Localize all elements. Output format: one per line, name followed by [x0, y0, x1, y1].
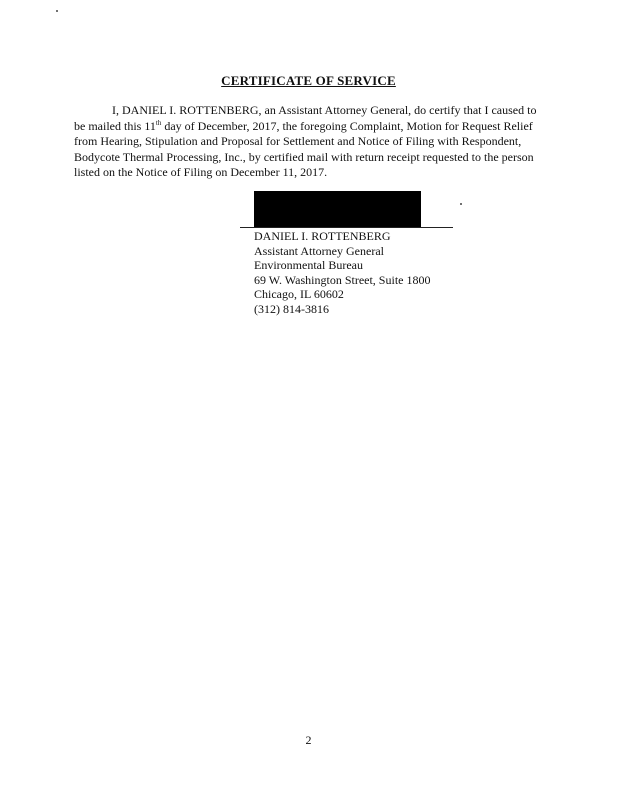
body-line-2	[74, 119, 544, 135]
certificate-title: CERTIFICATE OF SERVICE	[221, 73, 396, 88]
scan-speck	[460, 203, 462, 205]
body-line-2-prefix: be mailed this 11	[74, 118, 156, 133]
signer-bureau: Environmental Bureau	[254, 258, 363, 272]
signature-redaction	[254, 191, 421, 227]
signer-name: DANIEL I. ROTTENBERG	[254, 229, 391, 243]
certificate-body	[74, 103, 544, 181]
signer-phone: (312) 814-3816	[254, 301, 329, 316]
ordinal-suffix: th	[155, 118, 162, 127]
signer-city: Chicago, IL 60602	[254, 287, 344, 301]
signature-line	[240, 227, 453, 228]
body-line-4: Bodycote Thermal Processing, Inc., by certified mail with return receipt requested to the person	[74, 149, 534, 164]
body-line-5: listed on the Notice of Filing on December 11, 2017.	[74, 165, 328, 179]
signer-address: 69 W. Washington Street, Suite 1800	[254, 272, 431, 287]
body-line-2-rest: day of December, 2017, the foregoing Complaint, Motion for Request Relief	[164, 118, 533, 133]
body-line-1: I, DANIEL I. ROTTENBERG, an Assistant Attorney General, do certify that I caused to	[112, 103, 537, 117]
signer-title: Assistant Attorney General	[254, 243, 384, 258]
body-line-3: from Hearing, Stipulation and Proposal for Settlement and Notice of Filing with Respondent,	[74, 134, 522, 148]
scan-speck	[56, 10, 58, 12]
page-number: 2	[305, 733, 312, 747]
signature-block	[254, 229, 430, 316]
